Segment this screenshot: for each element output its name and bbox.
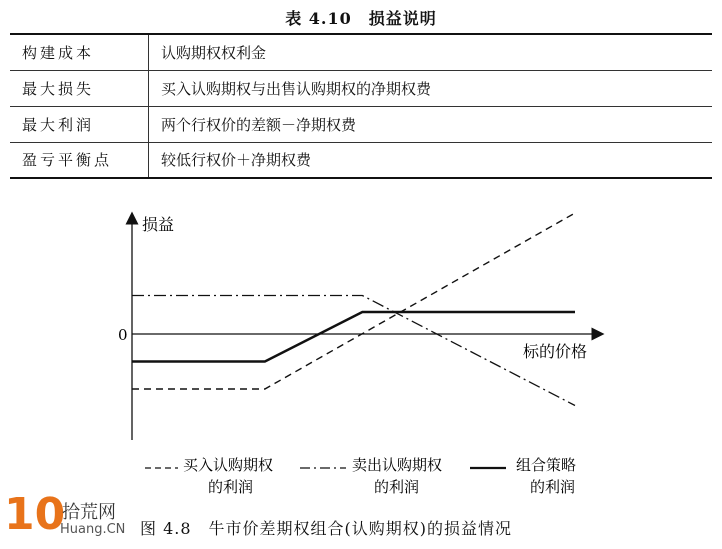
row-label: 盈亏平衡点 [10, 142, 149, 178]
table-title: 表 4.10 损益说明 [285, 9, 437, 28]
row-label: 构建成本 [10, 34, 149, 70]
legend-label-2a: 卖出认购期权 [352, 456, 443, 474]
zero-tick-label: 0 [118, 326, 128, 344]
legend-label-3b: 的利润 [530, 478, 576, 496]
watermark-logo-number: 10 [4, 489, 66, 540]
y-axis-label: 损益 [142, 215, 175, 234]
table-row [10, 34, 712, 70]
payoff-chart [0, 200, 722, 510]
x-axis-label: 标的价格 [523, 342, 588, 361]
row-value: 两个行权价的差额－净期权费 [149, 106, 713, 142]
watermark-logo-domain: Huang.CN [60, 522, 126, 537]
watermark-logo-text: 拾荒网 [62, 502, 116, 523]
series-layer [132, 213, 575, 406]
figure-caption: 图 4.8 牛市价差期权组合(认购期权)的损益情况 [140, 519, 513, 538]
legend-label-3a: 组合策略 [516, 456, 577, 474]
row-label: 最大利润 [10, 106, 149, 142]
profit-loss-table [10, 33, 712, 179]
table-row [10, 70, 712, 106]
legend-label-2b: 的利润 [374, 478, 420, 496]
row-value: 较低行权价＋净期权费 [149, 142, 713, 178]
row-label: 最大损失 [10, 70, 149, 106]
legend-label-1a: 买入认购期权 [183, 456, 274, 474]
legend-label-1b: 的利润 [208, 478, 254, 496]
legend [145, 456, 576, 496]
row-value: 买入认购期权与出售认购期权的净期权费 [149, 70, 713, 106]
table-row [10, 106, 712, 142]
row-value: 认购期权权利金 [149, 34, 713, 70]
spread-line [132, 312, 575, 362]
table-row [10, 142, 712, 178]
